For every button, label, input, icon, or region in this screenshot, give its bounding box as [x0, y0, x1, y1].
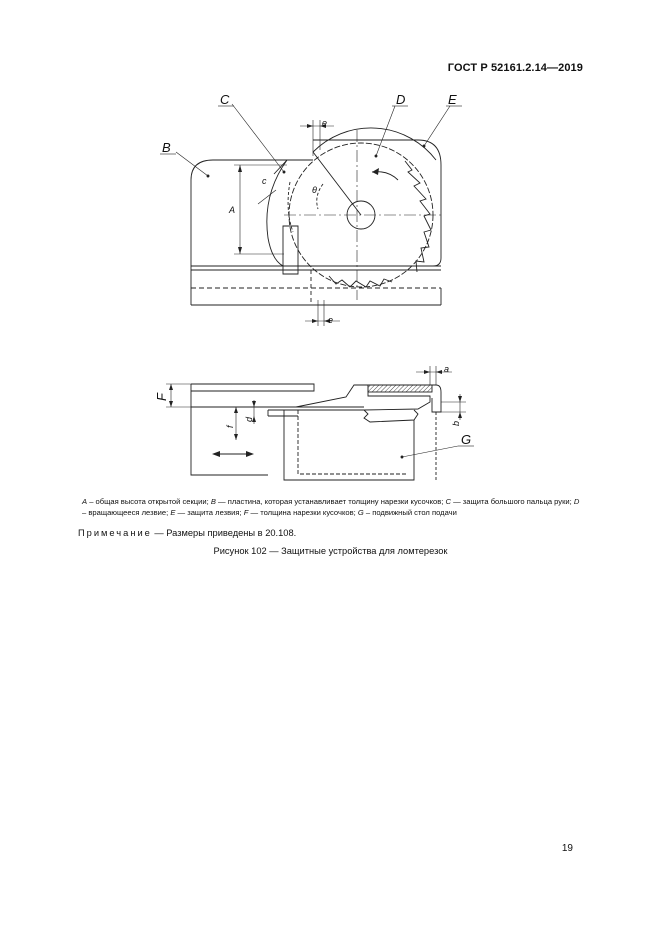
top-view: [160, 92, 462, 326]
side-plate: [191, 384, 314, 391]
leader-E: [424, 106, 450, 146]
figure-legend: [82, 496, 582, 518]
side-broken-edge: [364, 410, 418, 422]
label-E: E: [448, 92, 457, 107]
label-c: c: [262, 176, 267, 186]
blade-serrations: [329, 161, 431, 287]
label-e-bottom: e: [328, 315, 334, 325]
thickness-plate: [283, 226, 298, 274]
guard-inner-arc: [288, 182, 293, 232]
theta-arc: [317, 184, 323, 209]
label-b: b: [451, 420, 461, 426]
label-D: D: [396, 92, 406, 107]
legend-item: B — пластина, которая устанавливает толщину нарезки кусочков;: [210, 497, 446, 506]
leader-dot-B: [207, 175, 209, 177]
label-A: A: [229, 205, 236, 215]
legend-item: E — защита лезвия;: [170, 508, 244, 517]
note: [78, 528, 296, 538]
theta-radius-line: [313, 152, 361, 215]
label-C: C: [220, 92, 230, 107]
side-guard-hatched: [368, 385, 432, 392]
rotation-arrowhead: [372, 168, 379, 175]
side-view: [154, 364, 474, 480]
leader-C: [232, 104, 284, 172]
note-label: Примечание: [78, 528, 152, 538]
legend-item: F — толщина нарезки кусочков;: [243, 508, 358, 517]
label-e-top: e: [322, 118, 328, 128]
standard-code-header: ГОСТ Р 52161.2.14—2019: [447, 62, 583, 74]
page-number: 19: [561, 843, 573, 854]
label-theta: θ: [312, 185, 317, 195]
leader-dot-D: [375, 155, 377, 157]
label-a: a: [444, 364, 450, 374]
side-body: [191, 384, 268, 475]
leader-dot-G: [401, 456, 403, 458]
legend-item: G – подвижный стол подачи: [357, 508, 457, 517]
legend-item: A – общая высота открытой секции;: [82, 497, 211, 506]
thumb-guard: [267, 160, 287, 266]
label-f: f: [225, 425, 235, 428]
leader-dot-E: [423, 145, 425, 147]
base-body-outline: [191, 160, 313, 305]
label-B: B: [162, 140, 171, 155]
label-F: F: [154, 393, 169, 401]
label-d: d: [244, 416, 254, 422]
dim-c-line: [258, 190, 276, 204]
leader-dot-C: [283, 171, 285, 173]
feed-table-inner: [298, 410, 408, 474]
legend-item: C — защита большого пальца руки;: [445, 497, 574, 506]
legend-item: D – вращающееся лезвие;: [82, 497, 580, 517]
note-text: — Размеры приведены в 20.108.: [151, 528, 297, 538]
label-G: G: [461, 432, 472, 447]
leader-G: [402, 446, 458, 457]
figure-caption: Рисунок 102 — Защитные устройства для ломтерезок: [213, 546, 448, 556]
